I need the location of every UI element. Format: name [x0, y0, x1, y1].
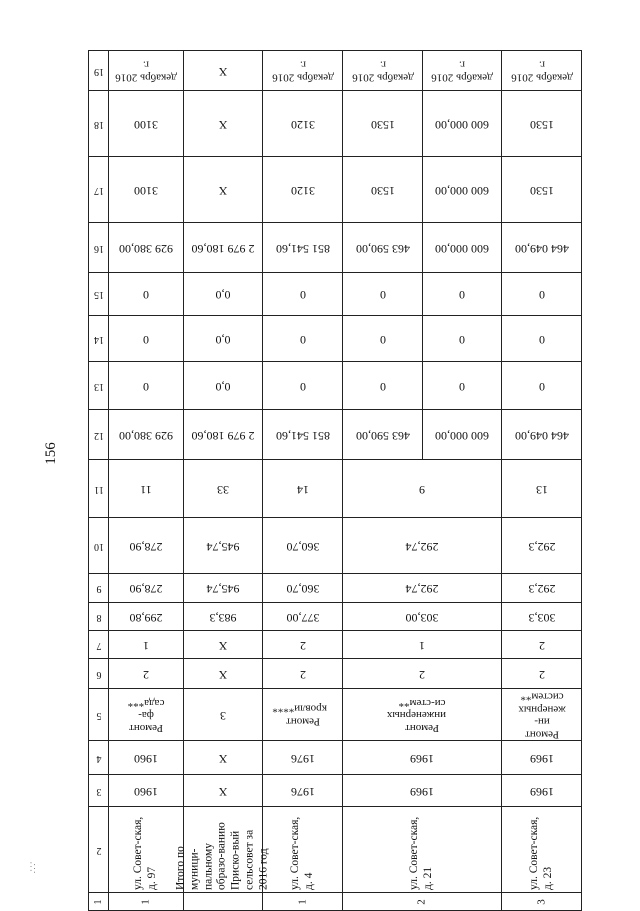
column-6-row — [89, 659, 582, 689]
table-cell: 2 979 180,60 — [191, 241, 255, 256]
column-number: 17 — [93, 184, 104, 196]
table-cell: 1 — [295, 898, 308, 905]
table-cell: 1969 — [529, 751, 554, 766]
table-cell: декабрь 2016 г. — [271, 58, 334, 84]
table-cell: ул. Совет-ская, д. 23 — [527, 816, 554, 890]
table-cell: 9 — [419, 482, 425, 497]
table-cell: 0,0 — [215, 379, 231, 394]
table-cell: 1960 — [134, 784, 158, 799]
table-cell: 303,3 — [528, 610, 555, 625]
column-14-row — [89, 316, 582, 362]
table-cell: 2 — [538, 638, 545, 653]
column-18-row — [89, 91, 582, 157]
table-cell: декабрь 2016 г. — [351, 58, 414, 84]
table-cell: Х — [218, 183, 228, 198]
table-cell: 0 — [459, 332, 465, 347]
column-number: 6 — [96, 668, 101, 680]
column-17-row — [89, 157, 582, 223]
table-cell: Х — [218, 667, 228, 682]
table-cell: 464 049,00 — [514, 428, 569, 443]
table-cell: 2 — [419, 667, 425, 682]
table-cell: Х — [218, 638, 228, 653]
column-19-row — [89, 51, 582, 91]
table-cell: ул. Совет-ская, д. 21 — [408, 816, 434, 890]
table-cell: 278,90 — [129, 581, 163, 596]
table-cell: 1 — [139, 898, 152, 905]
column-number: 19 — [93, 65, 104, 77]
table-cell: 0 — [299, 287, 306, 302]
table-cell: Х — [218, 117, 228, 132]
page-number: 156 — [42, 442, 59, 465]
table-cell: 1976 — [290, 751, 315, 766]
table-cell: Ремонт фа-сада*** — [127, 696, 165, 734]
column-number: 2 — [96, 844, 101, 856]
table-cell: 851 541,60 — [275, 428, 330, 443]
table-cell: Ремонт инженерных си-стем** — [386, 696, 446, 734]
table-cell: ул. Совет-ская, д. 4 — [288, 816, 315, 890]
table-cell: 3120 — [290, 183, 315, 198]
table-cell: ул. Совет-ская, д. 97 — [132, 816, 158, 890]
table-cell: 292,3 — [528, 581, 555, 596]
column-11-row — [89, 460, 582, 518]
column-number: 13 — [93, 380, 104, 392]
table-cell: 377,00 — [286, 610, 319, 625]
table-cell: 1960 — [134, 751, 158, 766]
column-number: 7 — [96, 639, 101, 651]
table-cell: 3 — [220, 708, 226, 723]
column-13-row — [89, 362, 582, 410]
table-cell: Ремонт ин-женерных систем** — [517, 689, 566, 740]
column-number: 5 — [96, 709, 101, 721]
table-cell: 11 — [140, 482, 152, 497]
table-cell: 14 — [296, 482, 309, 497]
scan-mark: ∴∵ — [28, 861, 39, 874]
table-cell: 600 000,00 — [435, 241, 489, 256]
table-cell: 0 — [299, 379, 306, 394]
column-3-row — [89, 775, 582, 807]
table-cell: 278,90 — [129, 539, 163, 554]
table-cell: 0,0 — [215, 287, 231, 302]
column-5-row — [89, 689, 582, 741]
table-cell: 1976 — [290, 784, 315, 799]
table-cell: 1 — [143, 638, 149, 653]
column-number: 18 — [93, 118, 104, 130]
table-cell: 945,74 — [206, 581, 240, 596]
column-number: 11 — [93, 483, 104, 495]
repair-plan-table — [88, 50, 581, 905]
table-cell: 3120 — [290, 117, 315, 132]
column-12-row — [89, 410, 582, 460]
table-cell: 3100 — [134, 117, 158, 132]
table-cell: 13 — [535, 482, 548, 497]
table-cell: 1530 — [529, 183, 554, 198]
table-cell: декабрь 2016 г. — [510, 58, 573, 84]
table-cell: 945,74 — [206, 539, 240, 554]
column-number: 15 — [93, 288, 104, 300]
table-cell: Х — [218, 784, 228, 799]
table-cell: Х — [218, 751, 228, 766]
table-cell: 292,3 — [528, 539, 555, 554]
column-number: 14 — [93, 333, 104, 345]
table-cell: Итого по муници-пальному образо-ванию Приско-вый сельсовет за 2016 год — [174, 821, 270, 890]
column-number: 9 — [96, 582, 101, 594]
table-cell: 929 380,00 — [119, 241, 173, 256]
table-cell: 929 380,00 — [119, 428, 173, 443]
column-10-row — [89, 518, 582, 574]
table-cell: 303,00 — [405, 610, 439, 625]
table-cell: 2 — [299, 638, 306, 653]
column-number: 4 — [96, 752, 101, 764]
table-cell: 1 — [419, 638, 425, 653]
table-cell: 0 — [379, 379, 386, 394]
table-cell: 360,70 — [286, 539, 319, 554]
table-cell: 2 — [299, 667, 306, 682]
table-cell: 600 000,00 — [435, 117, 489, 132]
table-cell: 0 — [538, 287, 545, 302]
table-cell: 0 — [379, 332, 386, 347]
column-8-row — [89, 603, 582, 631]
table-cell: 600 000,00 — [435, 183, 489, 198]
table-cell: 1530 — [370, 117, 395, 132]
table-cell: декабрь 2016 г. — [431, 58, 493, 84]
table-cell: 292,74 — [405, 539, 439, 554]
table-cell: 3100 — [134, 183, 158, 198]
column-15-row — [89, 273, 582, 316]
column-9-row — [89, 574, 582, 603]
table-cell: 0,0 — [215, 332, 231, 347]
table-cell: 0 — [379, 287, 386, 302]
table-cell: 2 — [143, 667, 149, 682]
table-cell: 3 — [534, 898, 547, 905]
column-7-row — [89, 631, 582, 659]
table-cell: 463 590,00 — [355, 241, 410, 256]
table-cell: 851 541,60 — [275, 241, 330, 256]
column-16-row — [89, 223, 582, 273]
column-number: 10 — [93, 540, 104, 552]
column-1-row — [89, 893, 582, 911]
table-cell: 1969 — [529, 784, 554, 799]
table-cell: 1530 — [529, 117, 554, 132]
table-cell: 0 — [459, 379, 465, 394]
table-cell: декабрь 2016 г. — [115, 58, 177, 84]
table-cell: 1530 — [370, 183, 395, 198]
table-cell: 2 — [538, 667, 545, 682]
table-cell: 983,3 — [209, 610, 237, 625]
table-cell: 0 — [143, 287, 149, 302]
table-cell: 463 590,00 — [355, 428, 410, 443]
table-cell: 0 — [538, 379, 545, 394]
column-number: 3 — [96, 785, 101, 797]
table-cell: 0 — [459, 287, 465, 302]
column-number: 8 — [96, 611, 101, 623]
table-cell: 0 — [143, 332, 149, 347]
table-cell: 33 — [217, 482, 229, 497]
table-cell: 0 — [299, 332, 306, 347]
column-4-row — [89, 741, 582, 775]
column-number: 12 — [93, 429, 104, 441]
table-cell: 2 — [415, 898, 428, 905]
table-cell: Ремонт кровли**** — [271, 702, 327, 728]
table-cell: 1969 — [410, 751, 434, 766]
column-number: 16 — [93, 242, 104, 254]
table-cell: Х — [218, 64, 228, 79]
table-cell: 0 — [143, 379, 149, 394]
column-2-row — [89, 807, 582, 893]
table-cell: 464 049,00 — [514, 241, 569, 256]
table-cell: 600 000,00 — [435, 428, 489, 443]
table-cell: 292,74 — [405, 581, 439, 596]
table-cell: 2 979 180,60 — [191, 428, 255, 443]
table-cell: 0 — [538, 332, 545, 347]
column-number: 1 — [92, 899, 104, 904]
table-cell: 360,70 — [286, 581, 319, 596]
table-cell: 1969 — [410, 784, 434, 799]
table-cell: 299,80 — [129, 610, 163, 625]
